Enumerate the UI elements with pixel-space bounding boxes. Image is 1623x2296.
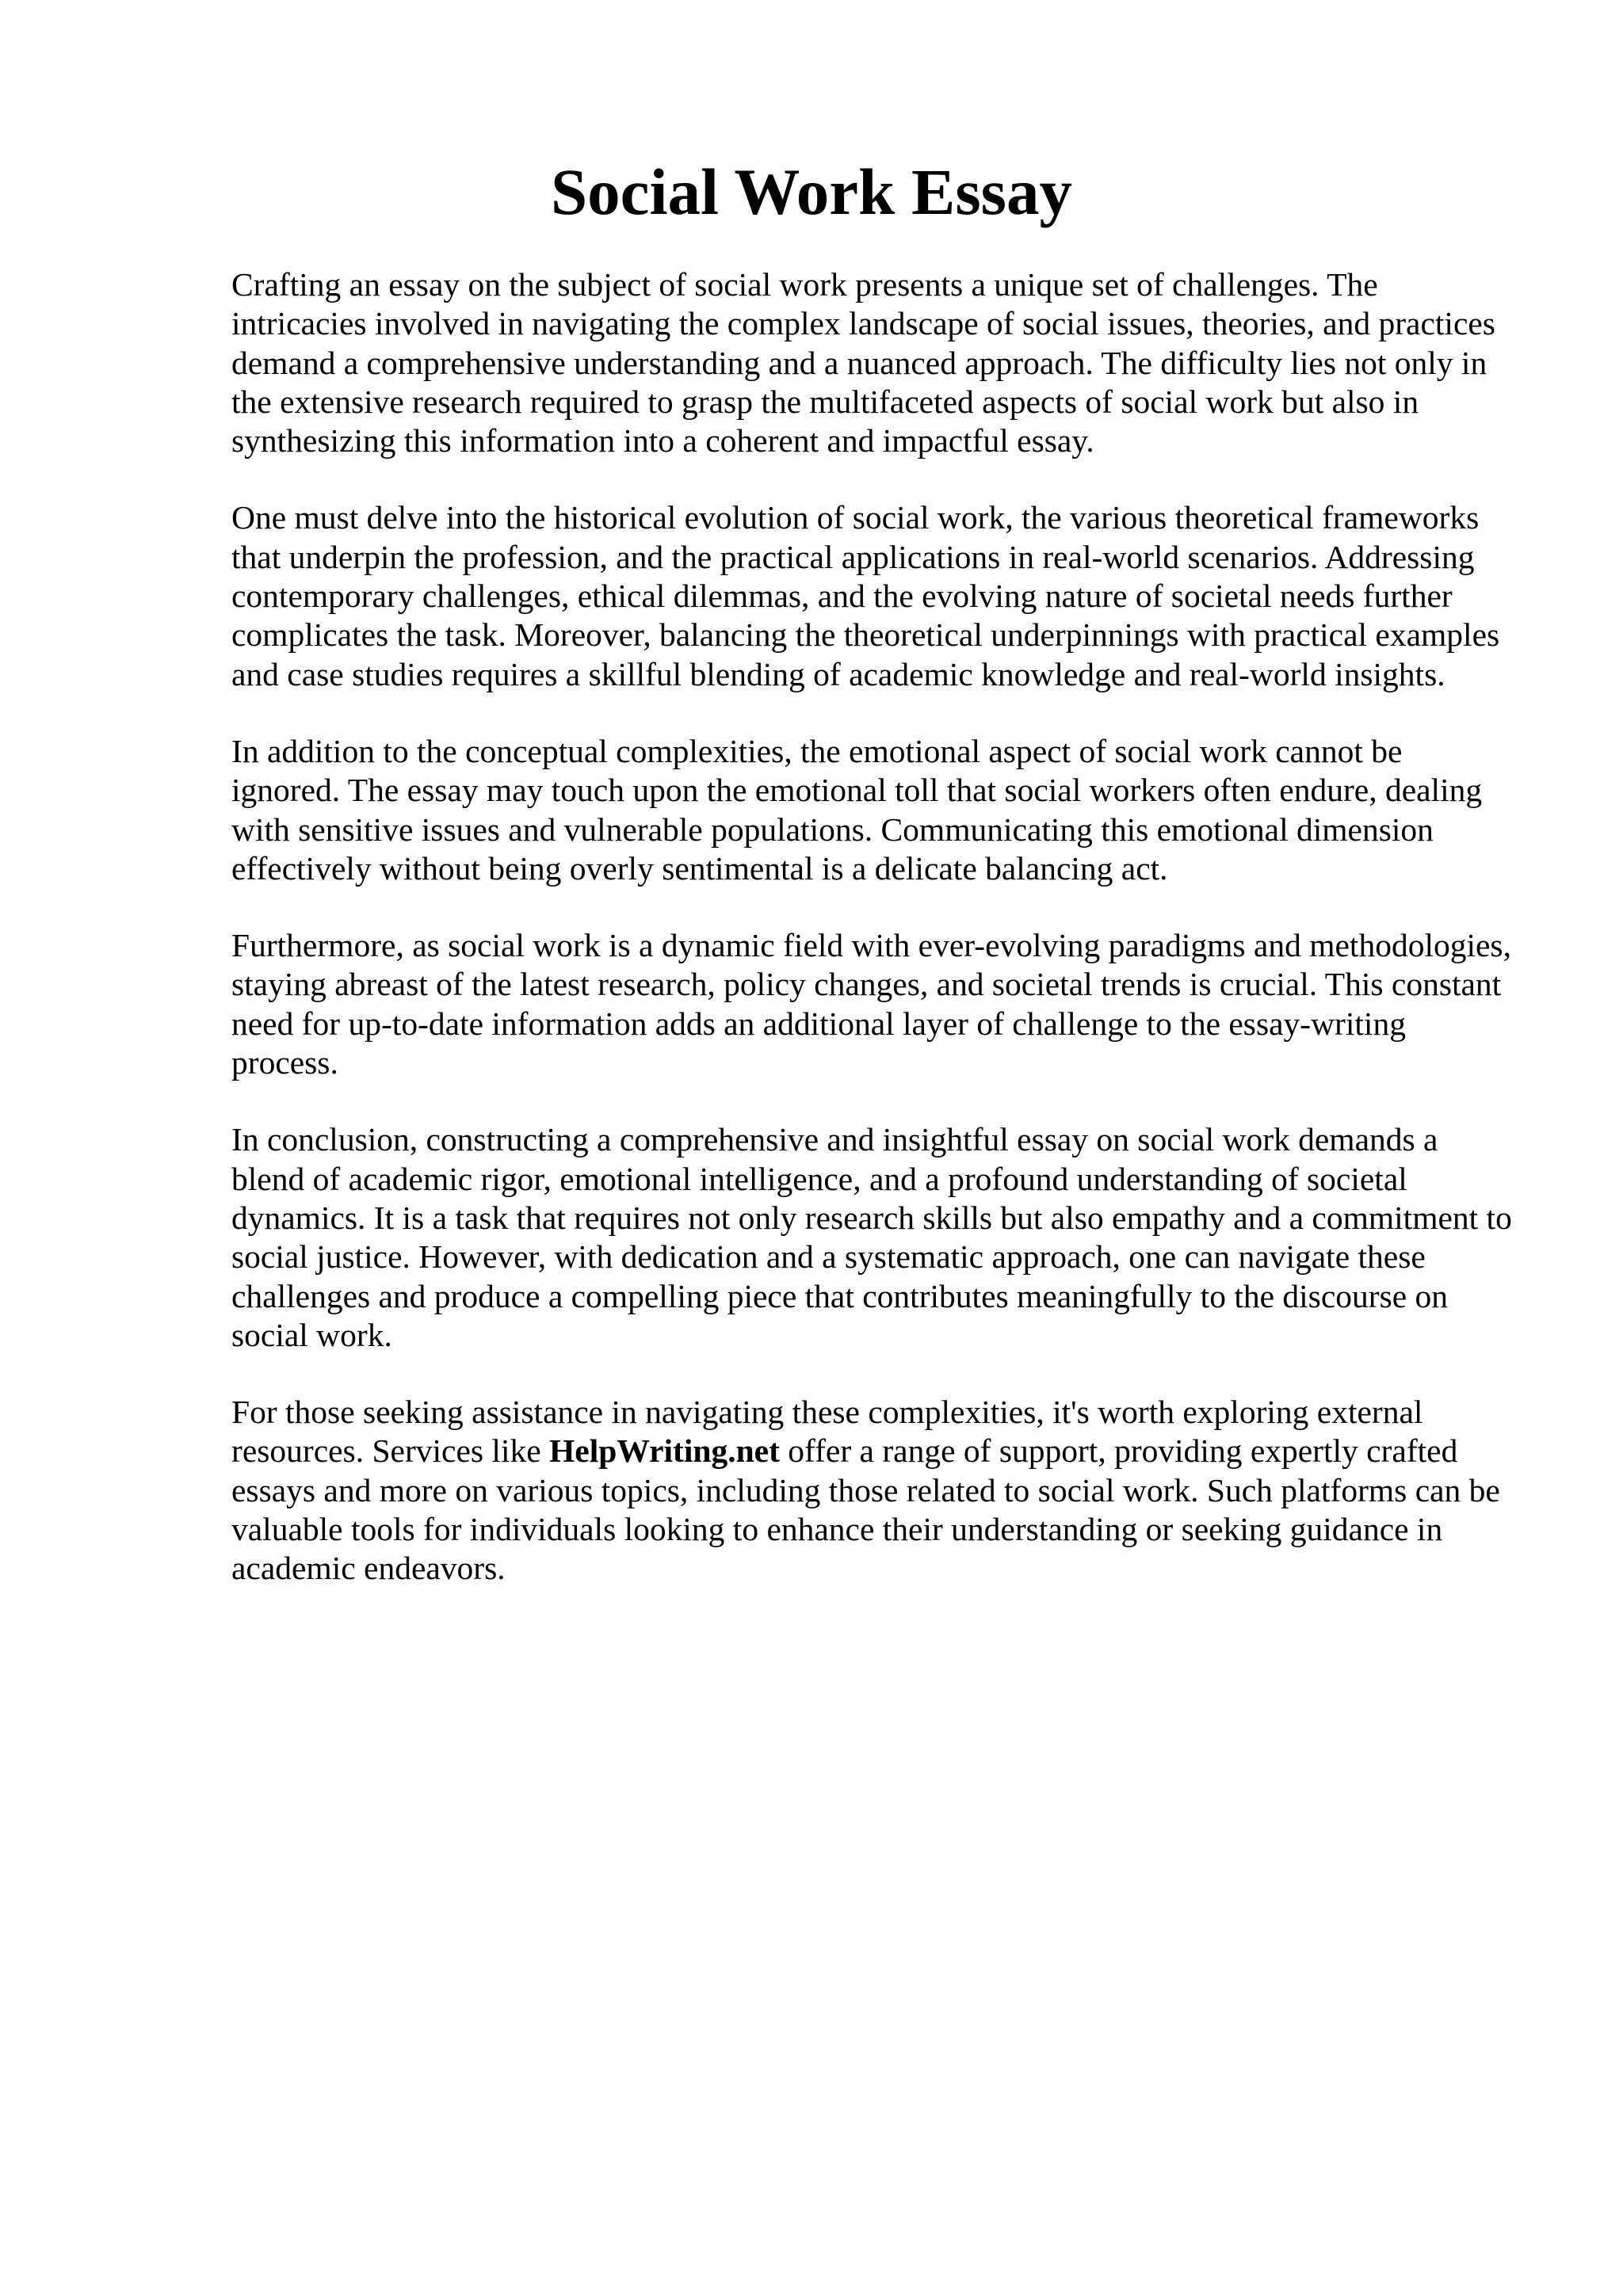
text-line: intricacies involved in navigating the complex landscape of social issues, theories, and practices (231, 305, 1495, 342)
text-line: academic endeavors. (231, 1550, 506, 1587)
text-line: the extensive research required to grasp the multifaceted aspects of social work but also in (231, 383, 1419, 420)
text-line: social justice. However, with dedication and a systematic approach, one can navigate these (231, 1238, 1426, 1276)
text-line: that underpin the profession, and the practical applications in real-world scenarios. Addressing (231, 538, 1475, 575)
document-title: Social Work Essay (550, 155, 1072, 228)
text-line: In addition to the conceptual complexities, the emotional aspect of social work cannot be (231, 732, 1403, 769)
text-line: contemporary challenges, ethical dilemmas, and the evolving nature of societal needs further (231, 578, 1453, 615)
text-line: with sensitive issues and vulnerable populations. Communicating this emotional dimension (231, 810, 1434, 848)
text-line: social work. (231, 1316, 392, 1353)
essay-body (231, 265, 1518, 1627)
text-line: Crafting an essay on the subject of social work presents a unique set of challenges. The (231, 266, 1378, 303)
text-line: One must delve into the historical evolution of social work, the various theoretical frameworks (231, 499, 1480, 536)
paragraph-2 (231, 498, 1518, 693)
text-line: In conclusion, constructing a comprehensive and insightful essay on social work demands a (231, 1121, 1438, 1158)
text-line: demand a comprehensive understanding and a nuanced approach. The difficulty lies not only in (231, 344, 1487, 381)
text-line: and case studies requires a skillful blending of academic knowledge and real-world insights. (231, 655, 1445, 692)
text-line: process. (231, 1044, 338, 1081)
text-line: ignored. The essay may touch upon the emotional toll that social workers often endure, dealing (231, 772, 1483, 809)
paragraph-4 (231, 926, 1518, 1082)
text-line: essays and more on various topics, including those related to social work. Such platforms can be (231, 1471, 1500, 1508)
text-segment: offer a range of support, providing expertly crafted (779, 1432, 1458, 1470)
text-line: need for up-to-date information adds an additional layer of challenge to the essay-writing (231, 1005, 1406, 1042)
paragraph-5 (231, 1120, 1518, 1355)
paragraph-6 (231, 1393, 1518, 1588)
paragraph-1 (231, 265, 1518, 460)
text-line: effectively without being overly sentimental is a delicate balancing act. (231, 849, 1168, 887)
text-line: challenges and produce a compelling piece that contributes meaningfully to the discourse on (231, 1277, 1449, 1314)
text-line: For those seeking assistance in navigating these complexities, it's worth exploring external (231, 1394, 1423, 1431)
text-line: Furthermore, as social work is a dynamic field with ever-evolving paradigms and methodologies, (231, 927, 1511, 964)
text-line: staying abreast of the latest research, policy changes, and societal trends is crucial. This constant (231, 966, 1502, 1003)
brand-name: HelpWriting.net (549, 1432, 780, 1470)
text-line: valuable tools for individuals looking to enhance their understanding or seeking guidance in (231, 1511, 1443, 1548)
text-line: blend of academic rigor, emotional intelligence, and a profound understanding of societal (231, 1160, 1407, 1197)
text-line-with-brand (231, 1432, 1518, 1470)
text-segment: resources. Services like (231, 1432, 550, 1470)
text-line: complicates the task. Moreover, balancing the theoretical underpinnings with practical examples (231, 616, 1500, 654)
text-line: dynamics. It is a task that requires not only research skills but also empathy and a commitment to (231, 1199, 1512, 1236)
paragraph-3 (231, 732, 1518, 888)
text-line: synthesizing this information into a coherent and impactful essay. (231, 422, 1094, 460)
